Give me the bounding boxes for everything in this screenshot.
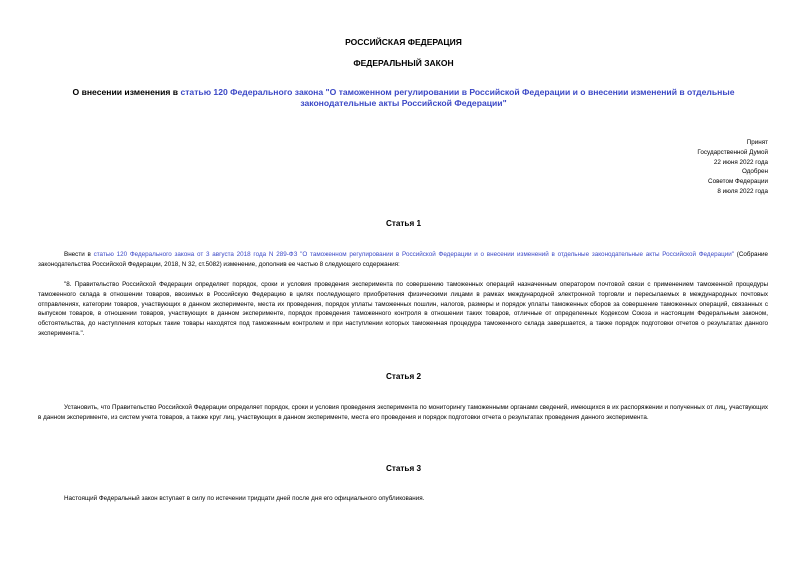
adoption-block [697, 138, 768, 197]
article-1-suffix: (Собрание законодательства Российской Федерации, 2018, N 32, ст.5082) изменение, дополнив ее частью 8 следующего содержания: [38, 251, 768, 268]
adoption-line-2: Государственной Думой [697, 148, 768, 156]
adoption-line-5: Советом Федерации [708, 178, 768, 186]
article-1-text [38, 250, 768, 270]
title-link[interactable]: статью 120 Федерального закона "О таможенном регулировании в Российской Федерации и о внесении изменений в отдельные законодательные акты Российской Федерации" [180, 87, 735, 108]
article-1-quote: "8. Правительство Российской Федерации определяет порядок, сроки и условия проведения эксперимента по совершению таможенных операций назначенным оператором почтовой связи с применением таможенной процедуры таможенного склада в отношении товаров, ввозимых в Российскую Федерацию в целях последующего приобретения физическими лицами в рамках международной электронной торговли и пересылаемых в международных почтовых отправлениях, категории товаров, участвующих в данном эксперименте, места их проведения, порядок уплаты таможенных пошлин, налогов, размеры и порядок уплаты таможенных сборов за совершение таможенных операций, связанных с выпуском товаров, в отношении товаров, участвующих в данном эксперименте, порядок проведения таможенного контроля в отношении таких товаров, отличные от определенных Кодексом Союза и настоящим Федеральным законом, обстоятельства, до наступления которых такие товары находятся под таможенным контролем и при наступлении которых таможенная процедура таможенного склада завершается, а также порядок подготовки отчетов о результатах данного эксперимента.". [38, 281, 768, 337]
header-doc-type: ФЕДЕРАЛЬНЫЙ ЗАКОН [353, 58, 454, 68]
article-1-prefix: Внести в [64, 251, 94, 258]
article-1-link[interactable]: статью 120 Федерального закона от 3 августа 2018 года N 289-ФЗ "О таможенном регулировании в Российской Федерации и о внесении изменений в отдельные законодательные акты Российской Федерации" [93, 251, 734, 258]
article-3-text: Настоящий Федеральный закон вступает в силу по истечении тридцати дней после дня его официального опубликования. [64, 495, 425, 502]
adoption-line-4: Одобрен [741, 168, 768, 176]
article-1-heading: Статья 1 [385, 219, 422, 228]
article-2-heading: Статья 2 [385, 372, 422, 381]
law-title [55, 87, 752, 109]
article-3-heading: Статья 3 [385, 464, 422, 473]
adoption-line-1: Принят [746, 139, 768, 146]
title-prefix: О внесении изменения в [72, 87, 181, 97]
header-country: РОССИЙСКАЯ ФЕДЕРАЦИЯ [345, 37, 462, 47]
adoption-line-3: 22 июня 2022 года [713, 158, 768, 166]
article-2-text: Установить, что Правительство Российской Федерации определяет порядок, сроки и условия проведения эксперимента по мониторингу таможенными органами сведений, имеющихся в их распоряжении и полученных от лиц, участвующих в данном эксперименте, из систем учета товаров, а также круг лиц, участвующих в данном эксперименте, места его проведения и порядок подготовки отчета о результатах проведения данного эксперимента. [38, 404, 768, 421]
adoption-line-6: 8 июля 2022 года [717, 187, 768, 195]
